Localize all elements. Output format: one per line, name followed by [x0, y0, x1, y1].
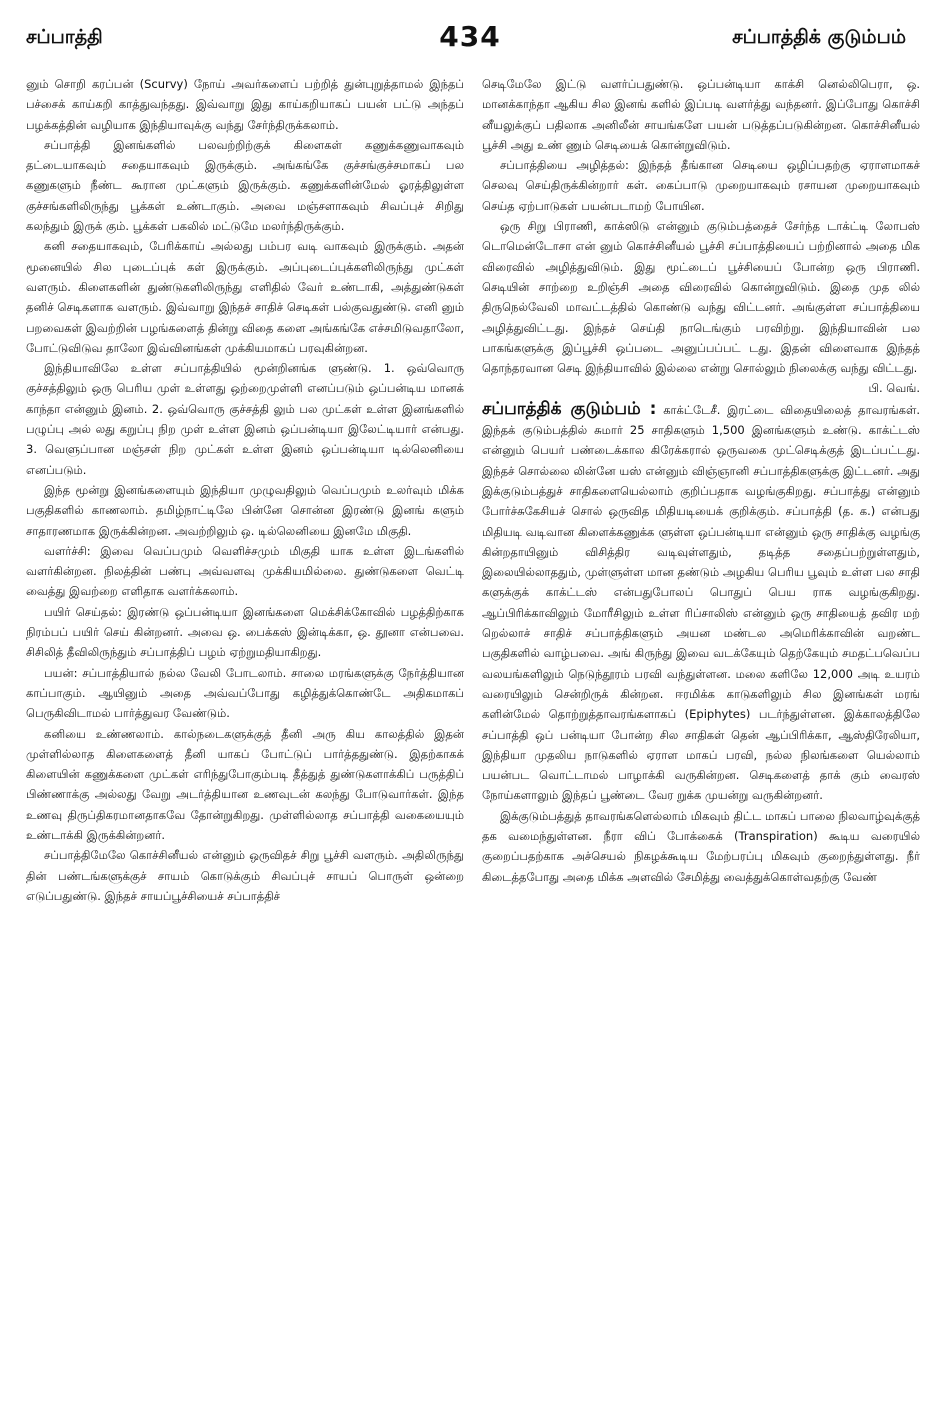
entry-text: காக்ட்டேசீ. இரட்டை விதையிலைத் தாவரங்கள். இந்தக் குடும்பத்தில் சுமார் 25 சாதிகளும் 1,500 இனங்களும் உண்டு. காக்ட்டஸ் என்னும் பெயர் பண்டைக்கால கிரேக்கரால் ஒருவகை முட்செடிக்குத் இடப்பட்டது. இந்தச் சொல்லை லின்னே யஸ் என்னும் விஞ்ஞானி சப்பாத்திகளுக்கு இட்டனர். அது இக்குடும்பத்துச் சாதிகளையெல்லாம் குறிப்பதாக வழங்குகிறது. சப்பாத்து என்னும் போர்ச்சுகேசியச் சொல் ஒருவித மிதியடியைக் குறிக்கும். சப்பாத்தி (த. க.) என்பது மிதியடி வடிவான கிளைக்கணுக்க ளுள்ள ஒப்பன்டியா என்னும் ஒரு சாதிக்கு வழங்கு கின்றதாயினும் விசித்திர வடிவுள்ளதும், தடித்த சதைப்பற்றுள்ளதும், இலையில்லாததும், முள்ளுள்ள மான தண்டும் அழகிய பெரிய பூவும் உள்ள பல சாதி களுக்குக் காக்ட்டஸ் என்பதுபோலப் பொதுப் பெய ராக வழங்குகிறது. ஆப்பிரிக்காவிலும் மோரீசிலும் உள்ள ரிப்சாலிஸ் என்னும் ஒரு சாதியைத் தவிர மற் றெல்லாச் சாதிச் சப்பாத்திகளும் அயன மண்டல அமெரிக்காவின் வறண்ட பகுதிகளில் வாழ்பவை. அங் கிருந்து இவை வடக்கேயும் தெற்கேயும் சமதட்பவெப்ப வலயங்களிலும் நெடுந்தூரம் பரவி வந்துள்ளன. மலை களிலே 12,000 அடி உயரம் வரையிலும் சென்றிருக் கின்றன. ஈரமிக்க காடுகளிலும் சில இனங்கள் மரங் களின்மேல் தொற்றுத்தாவரங்களாகப் (Epiphytes) படர்ந்துள்ளன. இக்காலத்திலே சப்பாத்தி ஒப் பன்டியா போன்ற சில சாதிகள் தென் ஆப்பிரிக்கா, ஆஸ்திரேலியா, இந்தியா முதலிய நாடுகளில் ஏராள மாகப் பரவி, நல்ல நிலங்களை யெல்லாம் பயன்பட வொட்டாமல் பாழாக்கி வருகின்றன. செடிகளைத் தாக் கும் வைரஸ் நோய்களாலும் இந்தப் பூண்டை வேர றுக்க முயன்று வருகின்றனர். — [482, 402, 920, 803]
left-column — [26, 74, 464, 1414]
paragraph: செடிமேலே இட்டு வளர்ப்பதுண்டு. ஒப்பன்டியா காக்சி னெல்லிபெரா, ஒ. மானக்காந்தா ஆகிய சில இனங் களில் இப்படி வளர்த்து வந்தனர். இப்போது கொச்சி னீயலுக்குப் பதிலாக அனிலீன் சாயங்களே பயன் படுத்தப்படுகின்றன. கொச்சினீயல் பூச்சி அது உண் ணும் செடியைக் கொன்றுவிடும். — [482, 77, 920, 152]
paragraph: கனியை உண்ணலாம். கால்நடைகளுக்குத் தீனி அரு கிய காலத்தில் இதன் முள்ளில்லாத கிளைகளைத் தீனி யாகப் போட்டுப் பார்த்ததுண்டு. இதற்காகக் கிளையின் கணுக்களை முட்கள் எரிந்துபோகும்படி தீத்துத் துண்டுகளாக்கிப் பருத்திப் பிண்ணாக்கு அல்லது வேறு அடர்த்தியான உணவுடன் கலந்து போடுவார்கள். இந்த உணவு திருப்திகரமானதாகவே தோன்றுகிறது. முள்ளில்லாத சப்பாத்தி வகையையும் உண்டாக்கி இருக்கின்றனர். — [26, 726, 464, 842]
paragraph: கனி சதையாகவும், பேரிக்காய் அல்லது பம்பர வடி வாகவும் இருக்கும். அதன் மூனையில் சில புடைப்புக் கள் இருக்கும். அப்புடைப்புக்களிலிருந்து முட்கள் வளரும். கிளைகளின் துண்டுகளிலிருந்து எளிதில் வேர் உண்டாகி, அத்துண்டுகள் தனிச் செடிகளாக வளரும். இவ்வாறு இந்தச் சாதிச் செடிகள் பல்குவதுண்டு. எனி னும் பறவைகள் இவற்றின் பழங்களைத் தின்று விதை களை அங்கங்கே எச்சமிடுவதாலோ, போட்டுவிடுவ தாலோ இவ்வினங்கள் முக்கியமாகப் பரவுகின்றன. — [26, 239, 464, 355]
paragraph: னும் சொறி கரப்பன் (Scurvy) நோய் அவர்களைப் பற்றித் துன்புறுத்தாமல் இந்தப் பச்சைக் காய்கறி காத்துவந்தது. இவ்வாறு இது காய்கறியாகப் பயன் பட்டு அந்தப் பழக்கத்தின் வழியாக இந்தியாவுக்கு வந்து சேர்ந்திருக்கலாம். — [26, 77, 464, 132]
paragraph: பயன்: சப்பாத்தியால் நல்ல வேலி போடலாம். சாலை மரங்களுக்கு நேர்த்தியான காப்பாகும். ஆயினும் அதை அவ்வப்போது கழித்துக்கொண்டே அதிகமாகப் பெருகிவிடாமல் பார்த்துவர வேண்டும். — [26, 665, 464, 721]
paragraph: சப்பாத்திமேலே கொச்சினீயல் என்னும் ஒருவிதச் சிறு பூச்சி வளரும். அதிலிருந்து தின் பண்டங்களுக்குச் சாயம் கொடுக்கும் சிவப்புச் சாயப் பொருள் ஒன்றை எடுப்பதுண்டு. இந்தச் சாயப்பூச்சியைச் சப்பாத்திச் — [26, 848, 464, 903]
paragraph: இக்குடும்பத்துத் தாவரங்களெல்லாம் மிகவும் திட்ட மாகப் பாலை நிலவாழ்வுக்குத் தக வமைந்துள்ளன. நீரா விப் போக்கைக் (Transpiration) கூடிய வரையில் குறைப்பதற்காக அச்செயல் நிகழக்கூடிய மேற்பரப்பு மிகவும் குறைந்துள்ளது. நீர் கிடைத்தபோது அதை மிக்க அளவில் சேமித்து வைத்துக்கொள்வதற்கு வேண் — [482, 808, 920, 884]
paragraph: பயிர் செய்தல்: இரண்டு ஒப்பன்டியா இனங்களை மெக்சிக்கோவில் பழத்திற்காக நிரம்பப் பயிர் செய் கின்றனர். அவை ஒ. பைக்கஸ் இன்டிக்கா, ஒ. தூனா என்பவை. சிசிலித் தீவிலிருந்தும் சப்பாத்திப் பழம் ஏற்றுமதியாகிறது. — [26, 604, 464, 660]
paragraph: வளர்ச்சி: இவை வெப்பமும் வெளிச்சமும் மிகுதி யாக உள்ள இடங்களில் வளர்கின்றன. நிலத்தின் பண்பு அவ்வளவு முக்கியமில்லை. துண்டுகளை வெட்டி வைத்து இவற்றை எளிதாக வளர்க்கலாம். — [26, 543, 464, 599]
page-header — [0, 0, 940, 62]
paragraph: சப்பாத்தி இனங்களில் பலவற்றிற்குக் கிளைகள் கணுக்கணுவாகவும் தட்டையாகவும் சதையாகவும் இருக்கும். அங்கங்கே குச்சங்குச்சமாகப் பல கணுகளும் நீண்ட கூரான முட்களும் இருக்கும். கணுக்களின்மேல் ஓரத்திலுள்ள குச்சங்களிலிருந்து பூக்கள் உண்டாகும். அவை மஞ்சளாகவும் சிவப்புச் சிறிது கலந்தும் இருக் கும். பூக்கள் பகலில் மட்டுமே மலர்ந்திருக்கும். — [26, 137, 464, 234]
right-column — [482, 74, 920, 1414]
paragraph: ஒரு சிறு பிராணி, காக்ஸிடு என்னும் குடும்பத்தைச் சேர்ந்த டாக்ட்டி லோபஸ் டொமென்டோசா என் னும் கொச்சினீயல் பூச்சி சப்பாத்தியைப் பற்றினால் அதை மிக விரைவில் அழித்துவிடும். இது மூட்டைப் பூச்சியைப் போன்ற ஒரு பிராணி. செடியின் சாற்றை உறிஞ்சி அதை விரைவில் கொன்றுவிடும். இதை முத லில் திருநெல்வேலி மாவட்டத்தில் கொண்டு வந்து விட்டனர். அங்குள்ள சப்பாத்தியை அழித்துவிட்டது. இந்தச் செய்தி நாடெங்கும் பரவிற்று. இந்தியாவின் பல பாகங்களுக்கு இப்பூச்சி ஒப்படை அனுப்பப்பட் டது. இதன் விளைவாக இந்தத் தொந்தரவான செடி இந்தியாவில் இல்லை என்று சொல்லும் நிலைக்கு வந்து விட்டது. — [482, 219, 920, 376]
author-signature: பி. வெங். — [868, 381, 920, 396]
running-head-right: சப்பாத்திக் குடும்பம் — [732, 26, 906, 48]
paragraph: சப்பாத்தியை அழித்தல்: இந்தத் தீங்கான செடியை ஒழிப்பதற்கு ஏராளமாகச் செலவு செய்திருக்கின்றார் கள். கைப்பாடு முறையாகவும் ரசாயன முறையாகவும் செய்த ஏற்பாடுகள் பயன்படாமற் போயின. — [482, 158, 920, 213]
entry-paragraph — [482, 399, 920, 806]
entry-heading: சப்பாத்திக் குடும்பம் : — [482, 398, 657, 419]
running-head-left: சப்பாத்தி — [26, 26, 103, 48]
page-number: 434 — [439, 20, 501, 53]
paragraph: இந்த மூன்று இனங்களையும் இந்தியா முழுவதிலும் வெப்பமும் உலர்வும் மிக்க பகுதிகளில் காணலாம். தமிழ்நாட்டிலே பின்னே சொன்ன இரண்டு இனங் களும் சாதாரணமாக இருக்கின்றன. அவற்றிலும் ஒ. டில்லெனியை இனமே மிகுதி. — [26, 482, 464, 538]
paragraph: இந்தியாவிலே உள்ள சப்பாத்தியில் மூன்றினங்க ளுண்டு. 1. ஒவ்வொரு குச்சத்திலும் ஒரு பெரிய முள் உள்ளது ஒற்றைமுள்ளி எனப்படும் ஒப்பன்டிய மானக் காந்தா என்னும் இனம். 2. ஒவ்வொரு குச்சத்தி லும் பல முட்கள் உள்ள இனங்களில் பழுப்பு அல் லது கறுப்பு நிற முள் உள்ள இனம் ஒப்பன்டியா இலேட்டியார் என்பது. 3. வெளுப்பான மஞ்சள் நிற முட்கள் உள்ள இனம் ஒப்பன்டியா டில்லெனியை எனப்படும். — [26, 361, 464, 477]
